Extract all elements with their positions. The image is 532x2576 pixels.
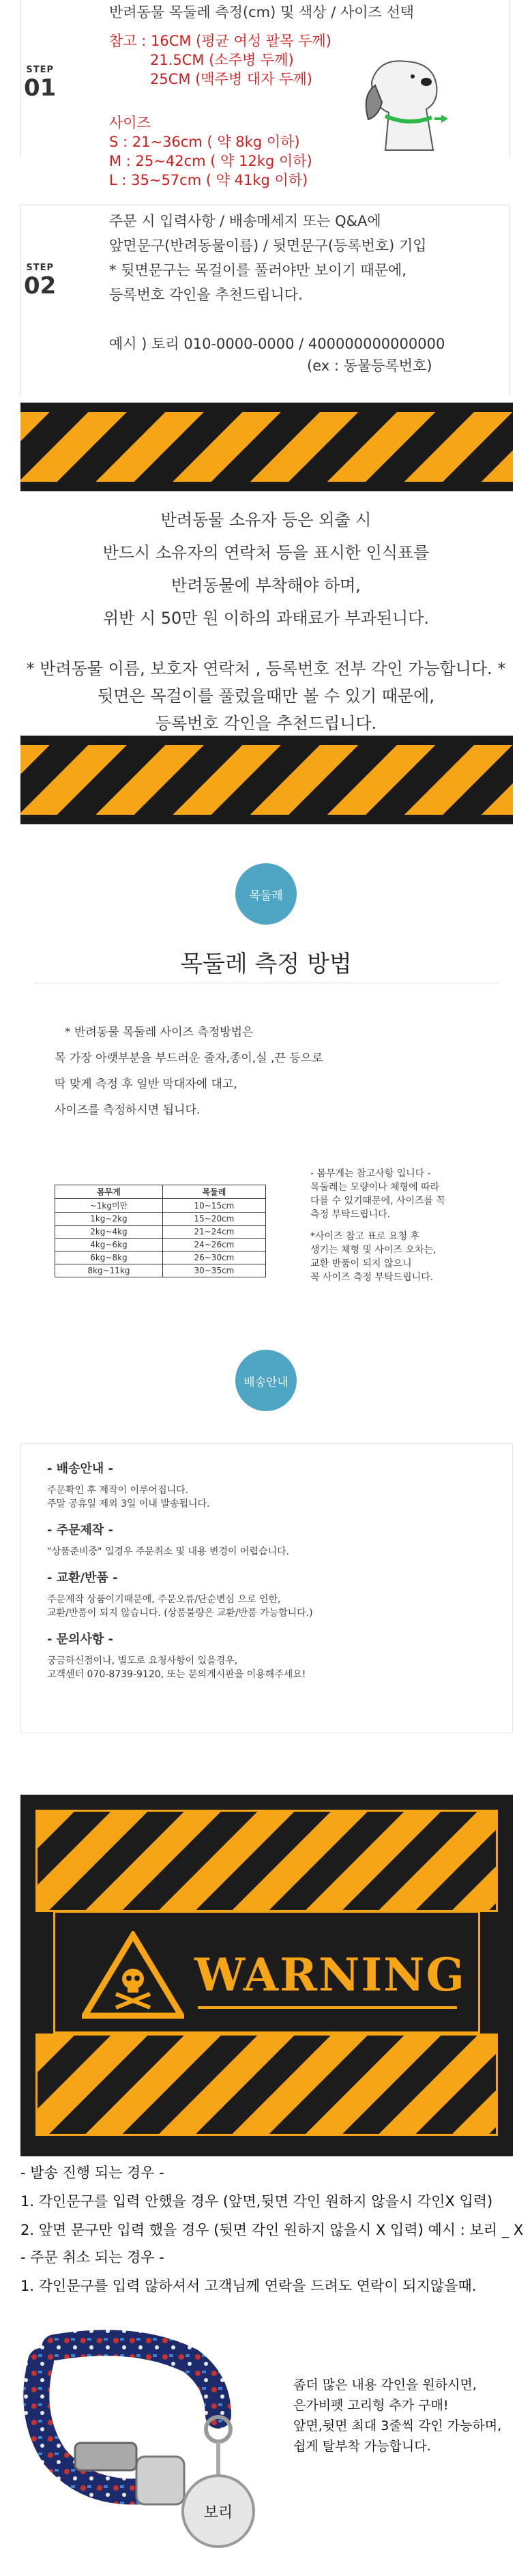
shipping-line-1: - 발송 진행 되는 경우 -	[20, 2165, 164, 2181]
measure-desc-4: 사이즈를 측정하시면 됩니다.	[55, 1103, 201, 1117]
measure-desc-card	[55, 1003, 477, 1140]
step2-example: 예시 ) 토리 010-0000-0000 / 400000000000000	[109, 336, 445, 352]
delivery-section-title: - 교환/반품 -	[47, 1571, 118, 1585]
engrave-line: 은가비펫 고리형 추가 구매!	[293, 2398, 449, 2413]
warning-banner	[20, 1795, 513, 2156]
hazard-stripe-bottom	[20, 736, 513, 824]
step1-size-title: 사이즈	[109, 115, 151, 131]
measure-desc-2: 목 가장 아랫부분을 부드러운 줄자,종이,실 ,끈 등으로	[55, 1052, 323, 1065]
step2-line-2: 앞면문구(반려동물이름) / 뒷면문구(등록번호) 기입	[109, 237, 427, 254]
size-table-header-neck: 목둘레	[162, 1185, 265, 1199]
table-cell: 1kg~2kg	[55, 1213, 163, 1226]
step2-line-4: 등록번호 각인을 추천드립니다.	[109, 287, 303, 303]
step1-number: 01	[24, 74, 57, 102]
step2-line-3: * 뒷면문구는 목걸이를 풀러야만 보이기 때문에,	[109, 262, 407, 278]
shipping-line-3: 2. 앞면 문구만 입력 했을 경우 (뒷면 각인 원하지 않을시 X 입력) 예시 : 보리 _ X	[20, 2222, 524, 2238]
delivery-line: "상품준비중" 일경우 주문취소 및 내용 변경이 어렵습니다.	[47, 1546, 290, 1557]
notice2-line-2: 뒷면은 목걸이를 풀렀을때만 볼 수 있기 때문에,	[98, 686, 434, 706]
side-note-line: 꼭 사이즈 측정 부탁드립니다.	[310, 1272, 434, 1283]
step1-size-s: S : 21~36cm ( 약 8kg 이하)	[109, 134, 300, 150]
collar-tag-text: 보리	[203, 2504, 233, 2521]
table-cell: 15~20cm	[162, 1213, 265, 1226]
table-cell: 6kg~8kg	[55, 1251, 163, 1264]
delivery-line: 궁금하신점이나, 별도로 요청사항이 있을경우,	[47, 1655, 238, 1666]
side-note-line: - 몸무게는 참고사항 입니다 -	[310, 1168, 431, 1179]
delivery-section-title: - 문의사항 -	[47, 1632, 114, 1647]
delivery-line: 고객센터 070-8739-9120, 또는 문의게시판을 이용해주세요!	[47, 1669, 306, 1680]
side-note-line: 측정 부탁드립니다.	[310, 1209, 391, 1220]
warning-underline	[198, 2006, 457, 2009]
side-note-line: 다를 수 있기때문에, 사이즈를 꼭	[310, 1196, 446, 1206]
side-note-line	[310, 1221, 445, 1230]
engrave-note	[293, 2375, 501, 2457]
step1-size-m: M : 25~42cm ( 약 12kg 이하)	[109, 153, 312, 169]
step1-label	[24, 65, 56, 101]
table-cell: 4kg~6kg	[55, 1239, 163, 1251]
step2-step-text: STEP	[26, 263, 54, 273]
measure-title: 목둘레 측정 방법	[180, 951, 352, 978]
side-note-line: 목둘레는 모량이나 체형에 따라	[310, 1182, 440, 1193]
table-cell: 2kg~4kg	[55, 1226, 163, 1239]
engrave-line: 좀더 많은 내용 각인을 원하시면,	[293, 2377, 477, 2392]
step1-ref-1: 참고 : 16CM (평균 여성 팔목 두께)	[109, 33, 331, 49]
side-note-line: 교환 반품이 되지 않으니	[310, 1258, 412, 1269]
engrave-line: 앞면,뒷면 최대 3줄씩 각인 가능하며,	[293, 2418, 502, 2433]
delivery-section-title: - 주문제작 -	[47, 1523, 114, 1537]
delivery-section-body	[47, 1484, 486, 1511]
step1-ref-2: 21.5CM (소주병 두께)	[150, 52, 294, 68]
hazard-stripe-top	[20, 403, 513, 491]
collar-product-image	[14, 2320, 300, 2566]
side-note-line: 생기는 체형 및 사이즈 오차는,	[310, 1245, 437, 1256]
table-cell: 10~15cm	[162, 1199, 265, 1213]
shipping-line-2: 1. 각인문구를 입력 안했을 경우 (앞면,뒷면 각인 원하지 않을시 각인X 입력)	[20, 2193, 493, 2210]
engrave-line: 쉽게 탈부착 가능합니다.	[293, 2439, 431, 2454]
table-row	[55, 1251, 266, 1264]
table-row	[55, 1199, 266, 1213]
step1-step-text: STEP	[26, 65, 54, 75]
size-table	[55, 1185, 266, 1277]
table-cell: 8kg~11kg	[55, 1264, 163, 1277]
notice-line-2: 반드시 소유자의 연락처 등을 표시한 인식표를	[102, 543, 430, 562]
step1-size-l: L : 35~57cm ( 약 41kg 이하)	[109, 172, 308, 188]
dog-measure-illustration	[358, 55, 454, 157]
delivery-section-body	[47, 1593, 486, 1620]
skull-warning-icon	[82, 1931, 184, 2020]
notice2-line-1: * 반려동물 이름, 보호자 연락처 , 등록번호 전부 각인 가능합니다. *	[26, 659, 506, 678]
measure-desc-3: 딱 맞게 측정 후 일반 막대자에 대고,	[55, 1077, 237, 1091]
notice-line-1: 반려동물 소유자 등은 외출 시	[160, 510, 372, 530]
size-table-header	[55, 1185, 266, 1199]
delivery-line: 주문제작 상품이기때문에, 주문오류/단순변심 으로 인한,	[47, 1594, 281, 1605]
step1-title: 반려동물 목둘레 측정(cm) 및 색상 / 사이즈 선택	[109, 4, 415, 20]
notice-line-4: 위반 시 50만 원 이하의 과태료가 부과된니다.	[102, 609, 430, 628]
step2-label	[24, 263, 56, 299]
step2-example-note: (ex : 동물등록번호)	[307, 358, 432, 374]
shipping-line-4: - 주문 취소 되는 경우 -	[20, 2249, 164, 2266]
warning-stripe-bottom	[35, 2034, 498, 2136]
table-row	[55, 1213, 266, 1226]
table-cell: ~1kg미만	[55, 1199, 163, 1213]
table-cell: 21~24cm	[162, 1226, 265, 1239]
size-table-header-weight: 몸무게	[55, 1185, 163, 1199]
warning-stripe-top	[35, 1810, 498, 1912]
delivery-info-card	[20, 1443, 513, 1733]
table-cell: 26~30cm	[162, 1251, 265, 1264]
delivery-line: 교환/반품이 되지 않습니다. (상품불량은 교환/반품 가능합니다.)	[47, 1608, 313, 1619]
delivery-badge: 배송안내	[235, 1350, 297, 1411]
measure-badge: 목둘레	[235, 863, 297, 925]
table-row	[55, 1264, 266, 1277]
table-cell: 30~35cm	[162, 1264, 265, 1277]
step2-line-1: 주문 시 입력사항 / 배송메세지 또는 Q&A에	[109, 213, 381, 229]
notice2-line-3: 등록번호 각인을 추천드립니다.	[155, 714, 377, 733]
step2-number: 02	[24, 272, 57, 300]
shipping-line-5: 1. 각인문구를 입력 않하셔서 고객님께 연락을 드려도 연락이 되지않을때.	[20, 2278, 477, 2294]
side-note-line: *사이즈 참고 표로 요청 후	[310, 1231, 420, 1242]
table-cell: 24~26cm	[162, 1239, 265, 1251]
delivery-line: 주말 공휴일 제외 3일 이내 발송됩니다.	[47, 1499, 210, 1509]
table-row	[55, 1226, 266, 1239]
measure-desc-1: * 반려동물 목둘레 사이즈 측정방법은	[65, 1026, 254, 1039]
delivery-line: 주문확인 후 제작이 이루어집니다.	[47, 1485, 189, 1496]
table-row	[55, 1239, 266, 1251]
delivery-section-title: - 배송안내 -	[47, 1462, 114, 1476]
delivery-section-body	[47, 1545, 486, 1559]
step1-ref-3: 25CM (맥주병 대자 두께)	[150, 71, 312, 87]
notice-line-3: 반려동물에 부착해야 하며,	[171, 576, 361, 595]
size-side-note	[310, 1167, 445, 1284]
warning-text: WARNING	[194, 1948, 466, 2001]
delivery-section-body	[47, 1654, 486, 1681]
